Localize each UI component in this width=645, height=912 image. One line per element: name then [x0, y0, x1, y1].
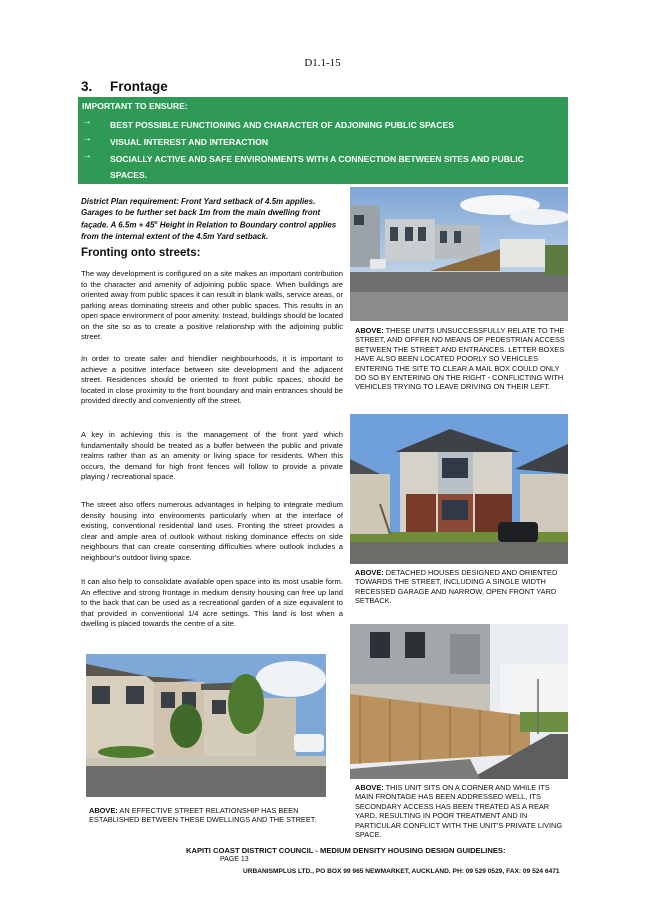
caption-photo-2 — [355, 568, 568, 606]
important-item-text: BEST POSSIBLE FUNCTIONING AND CHARACTER OF ADJOINING PUBLIC SPACES — [110, 120, 454, 130]
arrow-right-icon: → — [82, 133, 92, 144]
caption-label: ABOVE: — [89, 806, 118, 815]
caption-text: DETACHED HOUSES DESIGNED AND ORIENTED TOWARDS THE STREET, INCLUDING A SINGLE WIDTH RECESSED GARAGE AND NARROW, OPEN FRONT YARD SETBACK. — [355, 568, 558, 606]
section-title: Frontage — [110, 79, 168, 94]
caption-label: ABOVE: — [355, 783, 384, 792]
important-item-text: VISUAL INTEREST AND INTERACTION — [110, 137, 269, 147]
section-number: 3. — [81, 79, 93, 94]
caption-text: THIS UNIT SITS ON A CORNER AND WHILE ITS MAIN FRONTAGE HAS BEEN ADDRESSED WELL, ITS SECONDARY ACCESS HAS BEEN TREATED AS A REAR YARD, RESULTING IN POOR TREATMENT AND IN PARTICULAR CONFLICT WITH THE UNIT'S PRIVATE LIVING SPACE. — [355, 783, 563, 840]
requirement-text-cont: Height in Relation to Boundary control applies from the internal extent of the 4.5m Yard setback. — [81, 220, 337, 241]
footer-title: KAPITI COAST DISTRICT COUNCIL - MEDIUM DENSITY HOUSING DESIGN GUIDELINES: — [186, 846, 506, 855]
arrow-right-icon: → — [82, 150, 92, 161]
body-paragraph: The way development is configured on a site makes an important contribution to the character and amenity of adjoining public space. When buildings are oriented away from public spaces it can result in blank walls, service areas, or parking areas dominating streets and other public spaces. This results in an open space environment of poor amenity. Instead, buildings should be located on the site so as to create a positive relationship with the adjoining public street. — [81, 269, 344, 341]
body-paragraph: The street also offers numerous advantages in helping to integrate medium density housing into environments particularly when at the interface of existing, conventional residential land uses. Fronting the street provides a clear and ample area of outlook without risking dominance effects on side neighbours that can create consenting difficulties where outlook includes a neighbour's outdoor living space. — [81, 500, 343, 562]
important-item-text: SOCIALLY ACTIVE AND SAFE ENVIRONMENTS WITH A CONNECTION BETWEEN SITES AND PUBLIC SPACES. — [110, 154, 524, 180]
caption-photo-4 — [89, 806, 326, 825]
body-paragraph: It can also help to consolidate available open space into its most usable form. An effective and strong frontage in medium density housing can free up land to the back that can be used as a recreational garden of a size equivalent to that provided in conventional 1/4 acre settings. This land is lost when a dwelling is placed towards the centre of a site. — [81, 577, 343, 628]
photo-terraced-dwellings — [86, 654, 326, 797]
section-heading — [81, 79, 168, 94]
footer-contact: URBANISMPLUS LTD., PO BOX 99 965 NEWMARKET, AUCKLAND. PH: 09 529 0529, FAX: 09 524 6471 — [243, 868, 560, 875]
important-title: IMPORTANT TO ENSURE: — [82, 101, 188, 111]
caption-photo-3 — [355, 783, 568, 839]
body-paragraph: A key in achieving this is the management of the front yard which fundamentally should be treated as a buffer between the public and private realms rather than as an amenity or living space for residents. When this occurs, the demand for high front fences will follow to provide a private playing / recreational space. — [81, 430, 343, 481]
body-paragraph: In order to create safer and friendlier neighbourhoods, it is important to achieve a positive interface between site development and the adjacent street. Residences should be oriented to front public spaces, should be located in close proximity to the front boundary and main entrances should be provided directly and conveniently off the street. — [81, 354, 343, 405]
caption-label: ABOVE: — [355, 326, 384, 335]
degree-superscript: o — [154, 220, 158, 226]
photo-corner-unit — [350, 624, 568, 779]
district-plan-requirement — [81, 196, 343, 242]
page-reference: D1.1-15 — [304, 57, 341, 69]
subheading: Fronting onto streets: — [81, 247, 201, 259]
arrow-right-icon: → — [82, 116, 92, 127]
photo-detached-house — [350, 414, 568, 564]
caption-photo-1 — [355, 326, 568, 392]
requirement-text: District Plan requirement: Front Yard setback of 4.5m applies. Garages to be further set back 1m from the main dwelling front façade. A 6.5m + 45 — [81, 197, 321, 230]
important-box — [78, 97, 568, 184]
caption-label: ABOVE: — [355, 568, 384, 577]
photo-units-parking — [350, 187, 568, 321]
caption-text: THESE UNITS UNSUCCESSFULLY RELATE TO THE STREET, AND OFFER NO MEANS OF PEDESTRIAN ACCESS BETWEEN THE STREET AND ENTRANCES. LETTER BOXES HAVE ALSO BEEN LOCATED POORLY SO VEHICLES ENTERING THE SITE TO CLEAR A MAIL BOX COULD ONLY DO SO BY ENTERING ON THE RIGHT - CONFLICTING WITH VEHICLES TRYING TO LEAVE DRIVING ON THEIR LEFT. — [355, 326, 565, 392]
footer-page-number: PAGE 13 — [220, 856, 249, 863]
caption-text: AN EFFECTIVE STREET RELATIONSHIP HAS BEEN ESTABLISHED BETWEEN THESE DWELLINGS AND THE STREET. — [89, 806, 317, 825]
